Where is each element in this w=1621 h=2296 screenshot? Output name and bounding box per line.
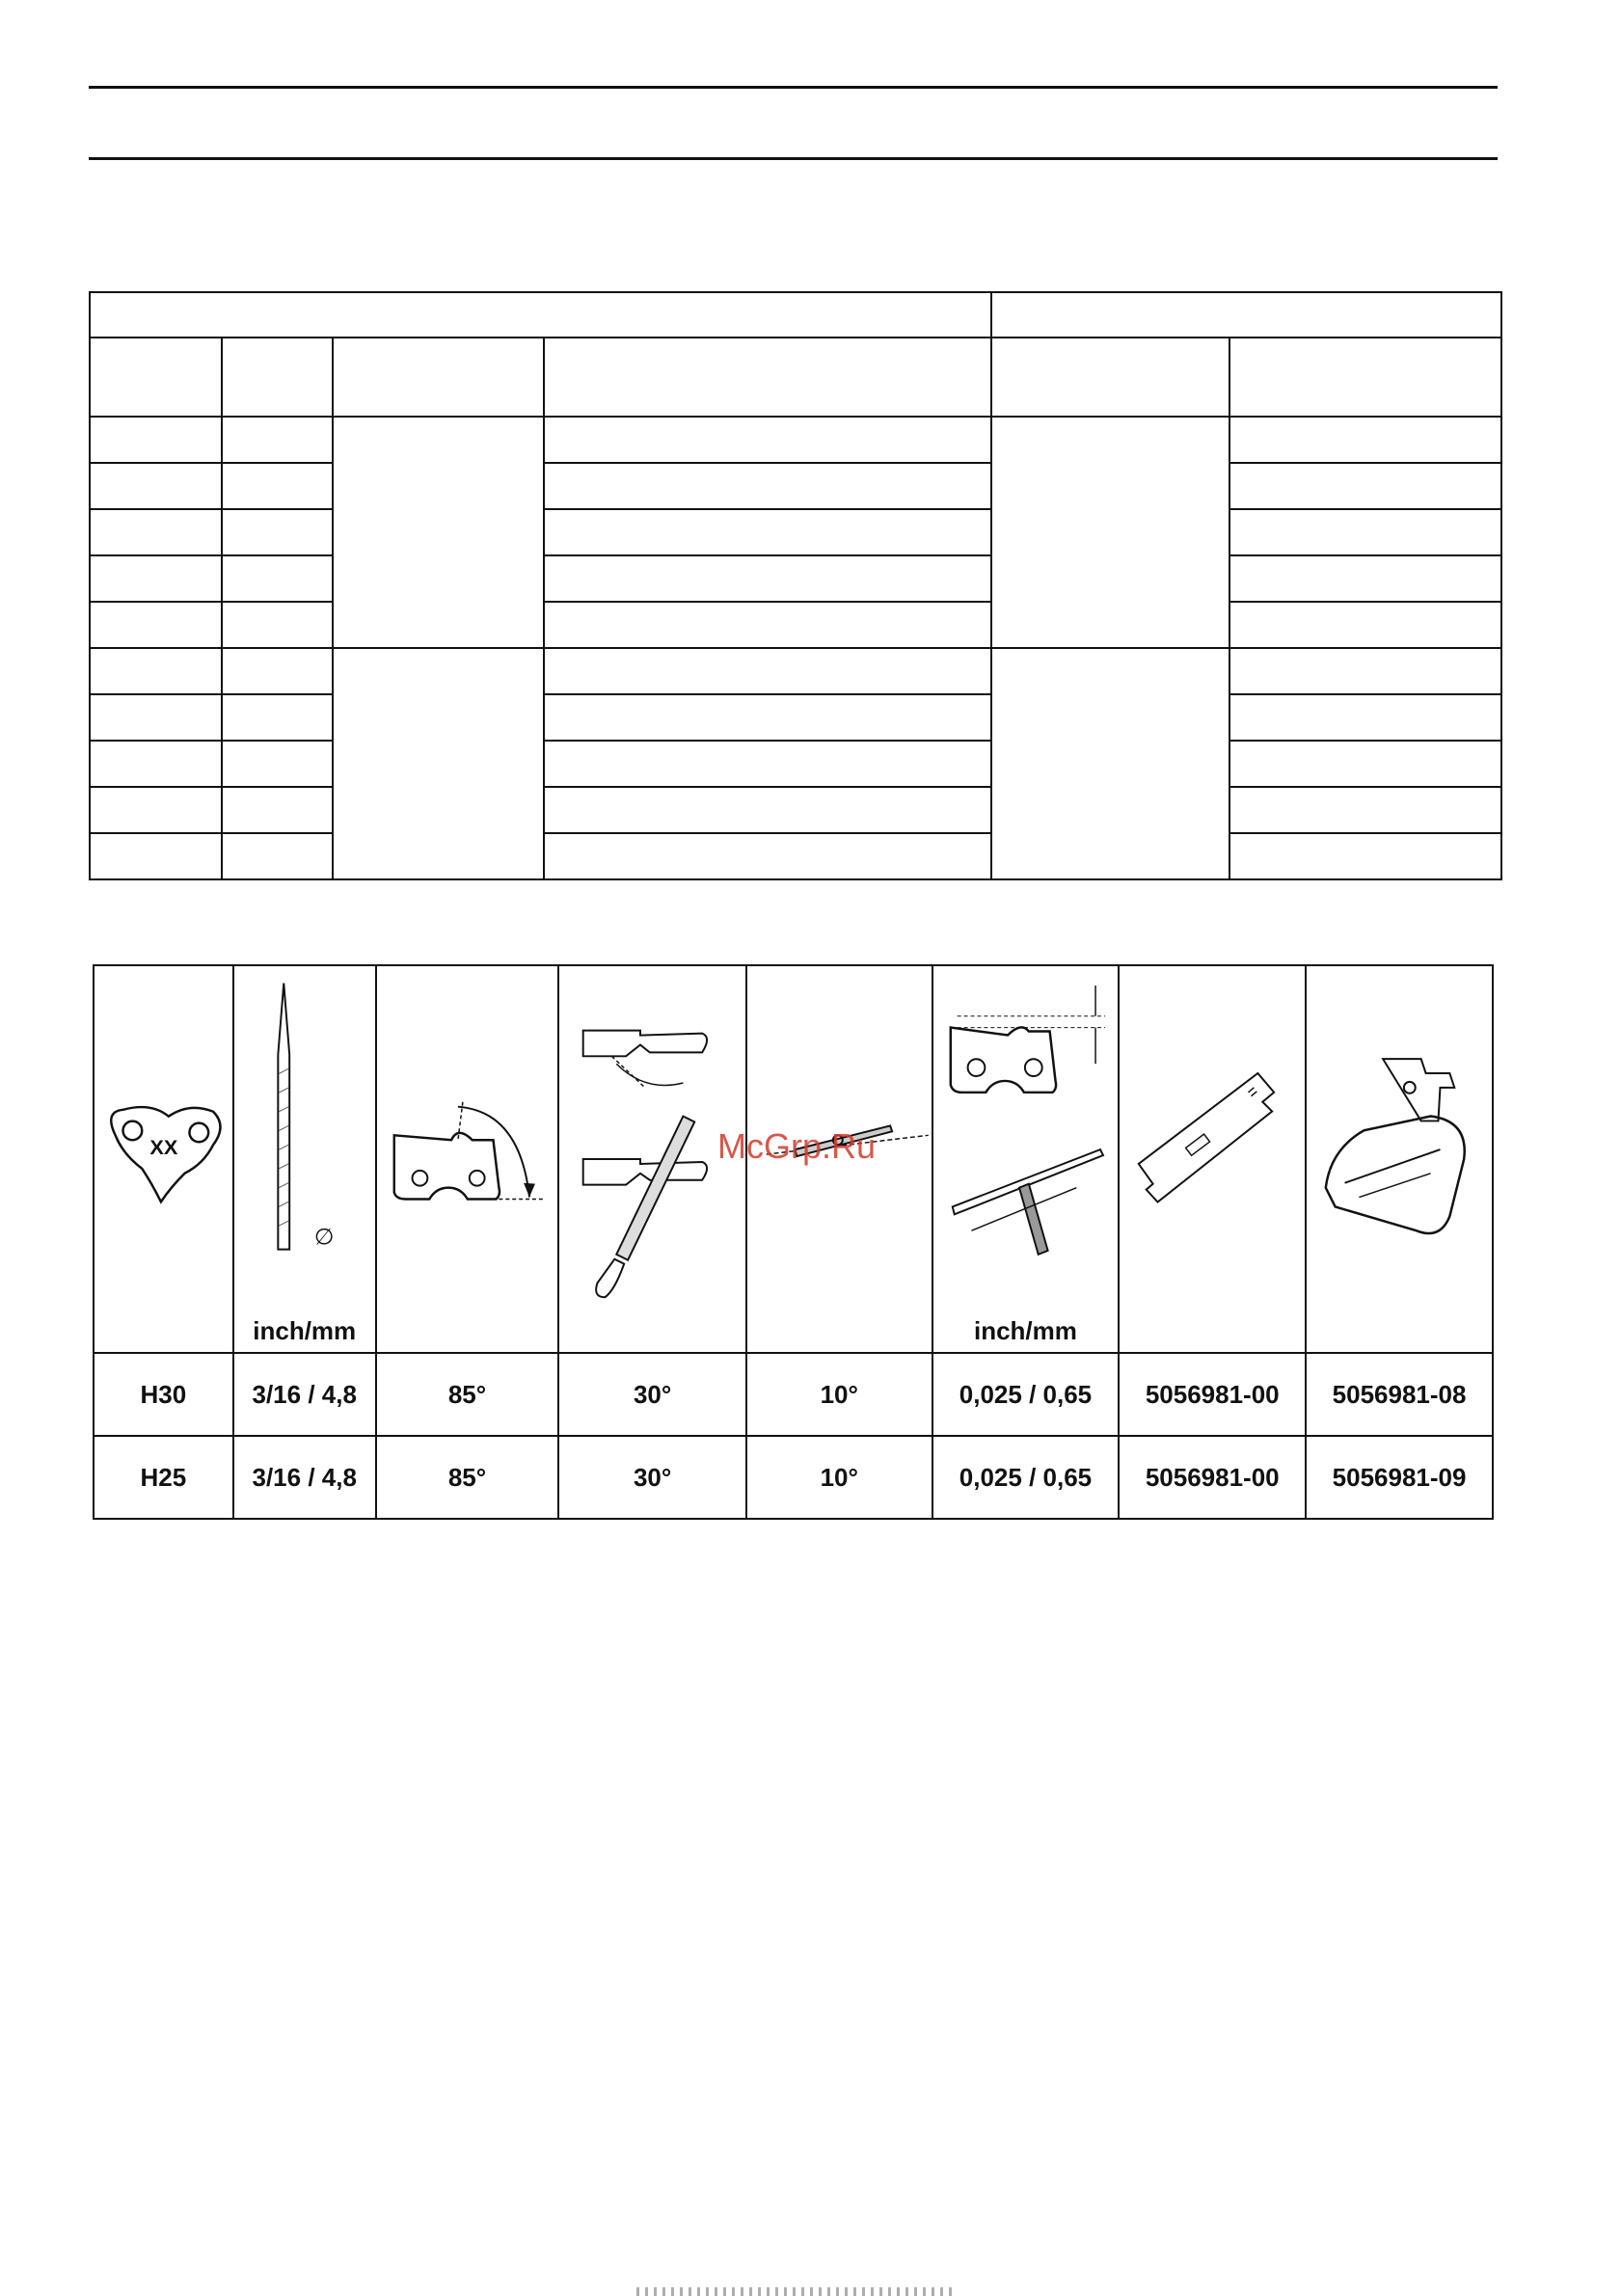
depth-gauge-tool-icon bbox=[1120, 966, 1305, 1352]
spec-header-right bbox=[991, 292, 1501, 338]
file-diameter: 3/16 / 4,8 bbox=[233, 1436, 376, 1519]
header-rule-top bbox=[89, 86, 1498, 89]
watermark: McGrp.Ru bbox=[717, 1126, 877, 1166]
file-guide-cell bbox=[1306, 965, 1493, 1353]
top-plate-angle-icon bbox=[377, 966, 558, 1352]
filing-angle: 30° bbox=[558, 1353, 746, 1436]
filing-angle: 30° bbox=[558, 1436, 746, 1519]
depth-gauge-icon bbox=[933, 966, 1119, 1352]
tilt-angle: 10° bbox=[746, 1353, 932, 1436]
bar-chain-spec-table bbox=[89, 291, 1502, 880]
file-diameter: 3/16 / 4,8 bbox=[233, 1353, 376, 1436]
link-marking: XX bbox=[149, 1135, 178, 1160]
top-plate-angle-cell bbox=[376, 965, 559, 1353]
depth-gauge-unit: inch/mm bbox=[973, 1316, 1077, 1345]
chain-link-xx-icon bbox=[95, 966, 232, 1352]
sharpening-tools-table bbox=[93, 964, 1494, 1520]
tilt-angle: 10° bbox=[746, 1436, 932, 1519]
file-guide-part: 5056981-09 bbox=[1306, 1436, 1493, 1519]
round-file-icon bbox=[234, 966, 375, 1352]
chain-link-cell bbox=[94, 965, 233, 1353]
scan-artifact bbox=[636, 2287, 955, 2296]
diameter-symbol: ∅ bbox=[313, 1223, 335, 1251]
chain-type: H30 bbox=[94, 1353, 233, 1436]
depth-gauge-tool-part: 5056981-00 bbox=[1119, 1353, 1306, 1436]
spec-header-left bbox=[90, 292, 991, 338]
file-diameter-unit: inch/mm bbox=[253, 1316, 357, 1345]
file-guide-icon bbox=[1307, 966, 1492, 1352]
header-rule-bottom bbox=[89, 157, 1498, 160]
depth-gauge-cell bbox=[932, 965, 1120, 1353]
top-plate-angle: 85° bbox=[376, 1353, 559, 1436]
chain-type: H25 bbox=[94, 1436, 233, 1519]
depth-gauge-tool-part: 5056981-00 bbox=[1119, 1436, 1306, 1519]
depth-gauge-setting: 0,025 / 0,65 bbox=[932, 1436, 1120, 1519]
round-file-cell bbox=[233, 965, 376, 1353]
depth-gauge-setting: 0,025 / 0,65 bbox=[932, 1353, 1120, 1436]
file-guide-part: 5056981-08 bbox=[1306, 1353, 1493, 1436]
depth-gauge-tool-cell bbox=[1119, 965, 1306, 1353]
top-plate-angle: 85° bbox=[376, 1436, 559, 1519]
